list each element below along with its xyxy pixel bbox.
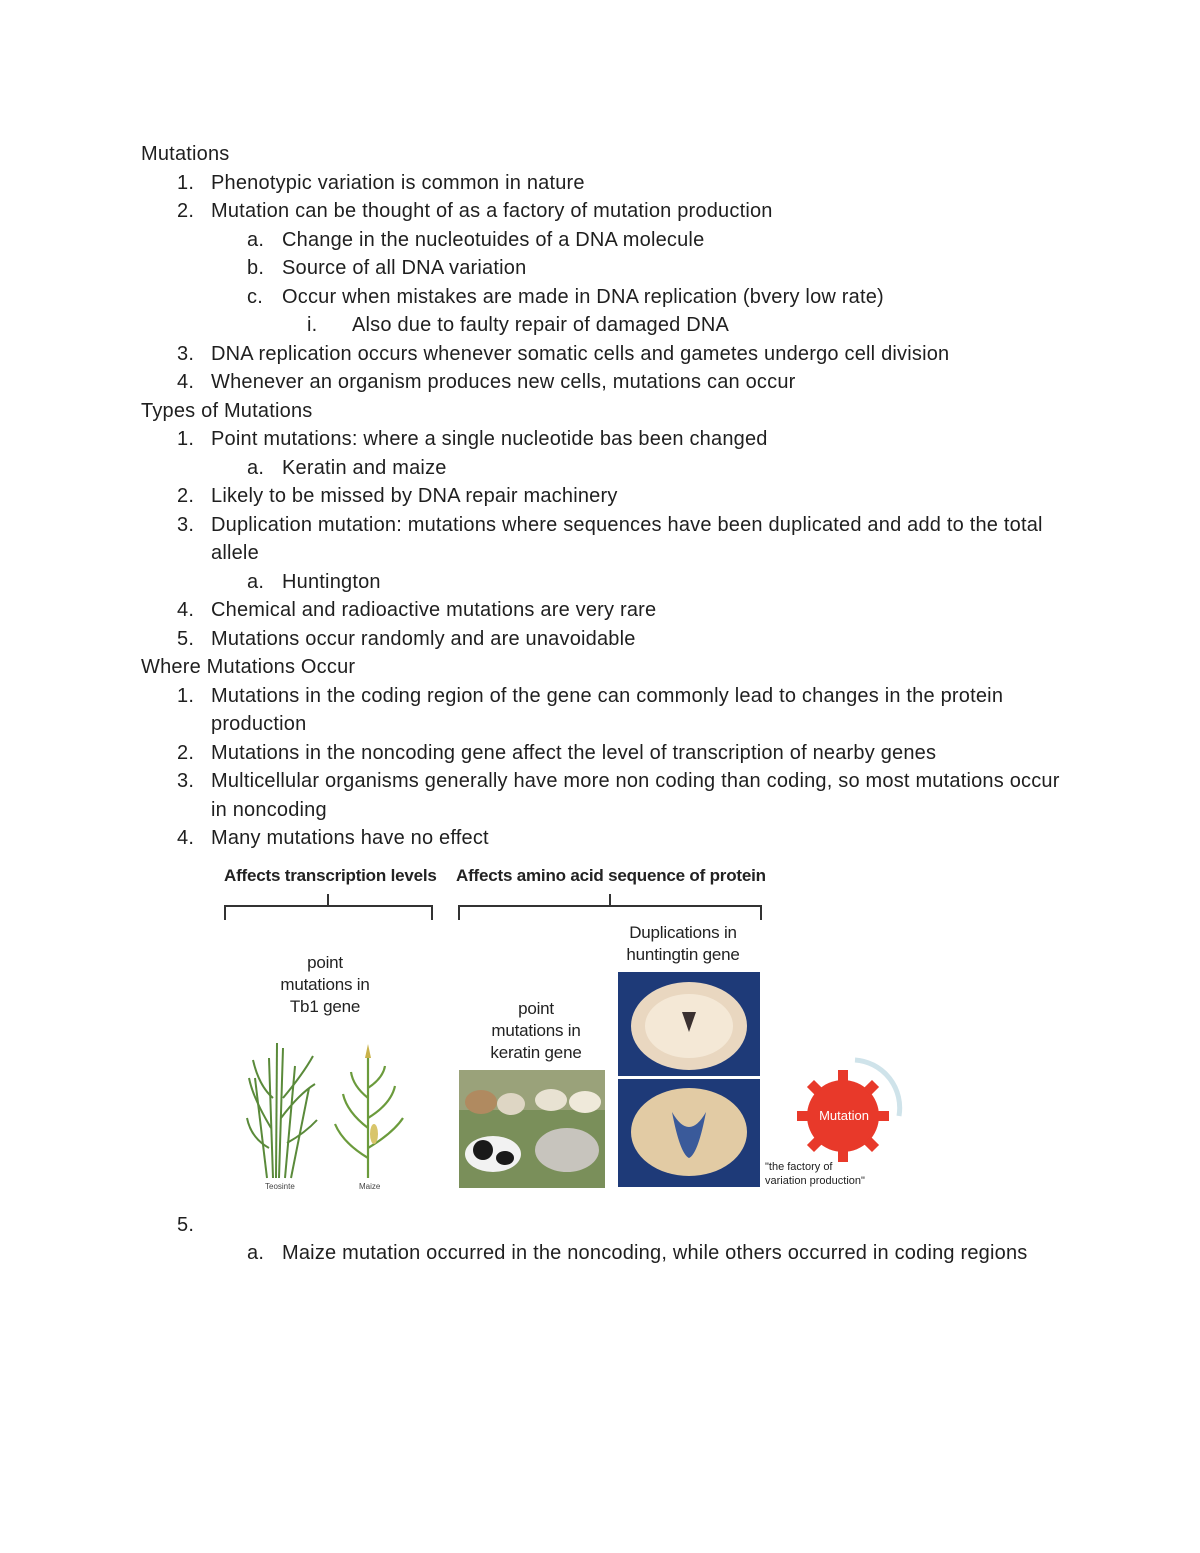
maize-label: Maize xyxy=(359,1182,381,1191)
caption-line: keratin gene xyxy=(490,1043,582,1062)
list-text: Many mutations have no effect xyxy=(211,827,489,849)
section-heading-mutations: Mutations xyxy=(141,143,230,165)
section-heading-where: Where Mutations Occur xyxy=(141,656,356,678)
list-text: Maize mutation occurred in the noncoding, while others occurred in coding regions xyxy=(282,1242,1028,1264)
keratin-caption xyxy=(473,998,599,1064)
list-item xyxy=(141,1239,1061,1268)
list-item xyxy=(141,283,1061,312)
gear-label: Mutation xyxy=(819,1108,869,1123)
list-text: Source of all DNA variation xyxy=(282,257,527,279)
list-text: Occur when mistakes are made in DNA replication (bvery low rate) xyxy=(282,285,884,308)
list-marker: b. xyxy=(247,257,265,279)
list-text xyxy=(211,1214,217,1236)
bracket-right xyxy=(459,894,761,920)
list-marker: c. xyxy=(247,285,263,308)
figure-header-amino-acid: Affects amino acid sequence of protein xyxy=(456,866,766,885)
maize-tassel-icon xyxy=(365,1044,371,1058)
caption-line: huntingtin gene xyxy=(626,945,740,964)
list-text: Huntington xyxy=(282,570,381,593)
list-item xyxy=(141,596,1061,625)
list-marker: 4. xyxy=(177,827,195,849)
list-item xyxy=(141,311,1061,340)
list-text: Change in the nucleotuides of a DNA molecule xyxy=(282,228,705,251)
sheep-icon xyxy=(465,1136,521,1172)
list-item xyxy=(141,1211,1061,1240)
list-text: Chemical and radioactive mutations are very rare xyxy=(211,599,657,621)
list-marker: 2. xyxy=(177,200,195,222)
types-list xyxy=(141,425,1061,653)
list-text: Mutations in the coding region of the gene can commonly lead to changes in the protein production xyxy=(211,684,1004,735)
teosinte-label: Teosinte xyxy=(265,1182,295,1191)
list-marker: 1. xyxy=(177,684,195,707)
list-text: Phenotypic variation is common in nature xyxy=(211,171,585,194)
brain-scans xyxy=(618,972,760,1187)
list-item xyxy=(141,824,1061,853)
bracket-left xyxy=(225,894,432,920)
list-item xyxy=(141,340,1061,369)
sheep-icon xyxy=(535,1089,567,1111)
list-item xyxy=(141,454,1061,483)
list-text: Mutations occur randomly and are unavoidable xyxy=(211,627,636,650)
list-marker: 3. xyxy=(177,342,195,365)
list-marker: 3. xyxy=(177,770,195,792)
list-text: Also due to faulty repair of damaged DNA xyxy=(352,314,730,336)
list-marker: 1. xyxy=(177,428,195,450)
list-marker: 4. xyxy=(177,371,195,393)
list-text: Mutation can be thought of as a factory of mutation production xyxy=(211,200,773,222)
caption-line: Tb1 gene xyxy=(289,997,361,1016)
list-item xyxy=(141,511,1061,568)
sheep-photo xyxy=(459,1070,605,1188)
list-text: Whenever an organism produces new cells, mutations can occur xyxy=(211,371,796,393)
list-text: Duplication mutation: mutations where sequences have been duplicated and add to the total allele xyxy=(211,513,1043,564)
teosinte-maize-illustration xyxy=(243,1038,413,1183)
list-item xyxy=(141,425,1061,454)
list-item xyxy=(141,197,1061,226)
sheep-icon xyxy=(535,1128,599,1172)
list-marker: 1. xyxy=(177,171,195,194)
teosinte-plant-icon xyxy=(247,1043,317,1178)
caption-line: Duplications in xyxy=(629,923,737,942)
list-marker: 4. xyxy=(177,599,195,621)
list-text: Likely to be missed by DNA repair machinery xyxy=(211,485,618,507)
list-item xyxy=(141,682,1061,739)
list-marker: a. xyxy=(247,456,265,479)
tb1-caption xyxy=(263,952,387,1018)
list-item xyxy=(141,368,1061,397)
mutation-figure xyxy=(215,858,915,1198)
caption-line: mutations in xyxy=(491,1021,581,1040)
list-item xyxy=(141,169,1061,198)
list-text: Multicellular organisms generally have more non coding than coding, so most mutations occur in noncoding xyxy=(211,770,1060,821)
duplication-caption xyxy=(613,922,753,966)
maize-plant-icon xyxy=(335,1058,403,1178)
caption-line: point xyxy=(307,953,343,972)
list-marker: 3. xyxy=(177,513,195,536)
list-text: Mutations in the noncoding gene affect the level of transcription of nearby genes xyxy=(211,741,937,764)
list-marker: a. xyxy=(247,570,265,593)
list-marker: 5. xyxy=(177,1213,195,1236)
list-marker: i. xyxy=(307,314,318,336)
list-item xyxy=(141,625,1061,654)
list-item xyxy=(141,482,1061,511)
maize-ear-icon xyxy=(370,1124,378,1144)
list-marker: a. xyxy=(247,1242,265,1264)
quote-line: variation production" xyxy=(765,1175,865,1187)
caption-line: point xyxy=(518,999,554,1018)
list-text: Point mutations: where a single nucleotide bas been changed xyxy=(211,428,768,450)
list-text: Keratin and maize xyxy=(282,456,447,479)
quote-line: "the factory of xyxy=(765,1161,833,1173)
list-marker: 5. xyxy=(177,627,195,650)
list-marker: 2. xyxy=(177,485,195,507)
list-item xyxy=(141,739,1061,768)
list-marker: a. xyxy=(247,228,265,251)
sheep-icon xyxy=(497,1093,525,1115)
sheep-icon xyxy=(569,1091,601,1113)
mutations-list xyxy=(141,169,1061,397)
factory-quote xyxy=(765,1160,865,1188)
list-item xyxy=(141,254,1061,283)
caption-line: mutations in xyxy=(280,975,370,994)
figure-header-transcription: Affects transcription levels xyxy=(224,866,437,885)
list-item xyxy=(141,226,1061,255)
sheep-icon xyxy=(465,1090,497,1114)
list-text: DNA replication occurs whenever somatic cells and gametes undergo cell division xyxy=(211,342,950,365)
section-heading-types: Types of Mutations xyxy=(141,399,313,422)
list-marker: 2. xyxy=(177,741,195,764)
list-item xyxy=(141,767,1061,824)
list-item xyxy=(141,568,1061,597)
